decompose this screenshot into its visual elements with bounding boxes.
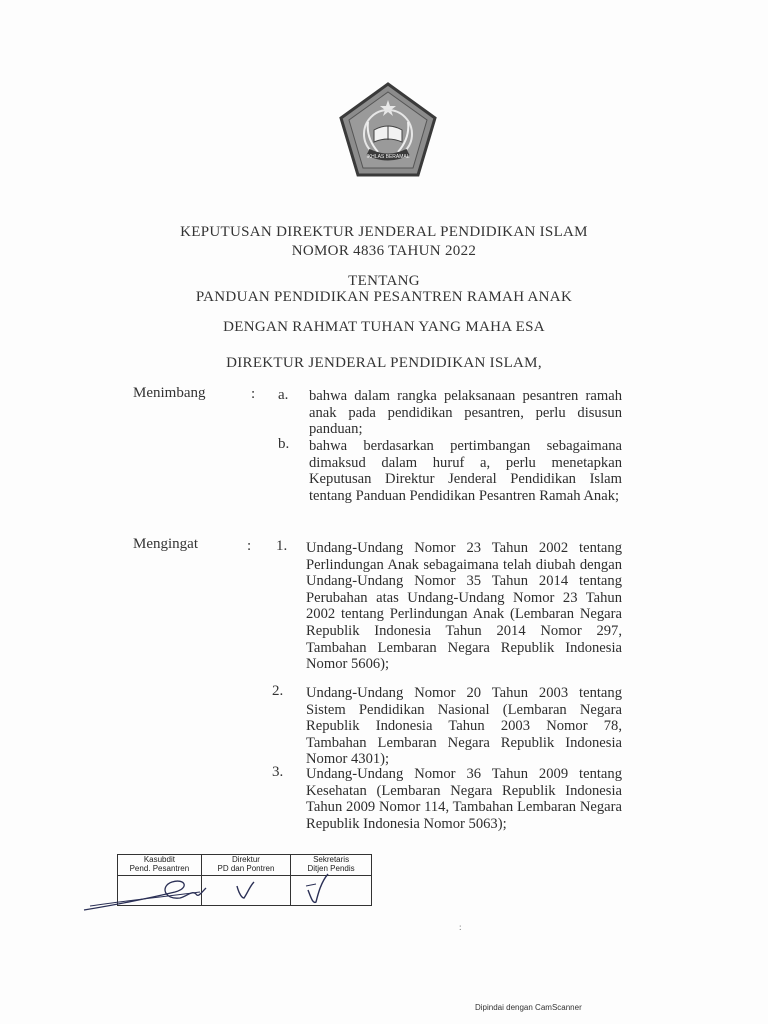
signature-sekretaris <box>308 874 328 902</box>
official-title: DIREKTUR JENDERAL PENDIDIKAN ISLAM, <box>226 355 542 371</box>
menimbang-colon: : <box>251 386 256 402</box>
camscanner-footer: Dipindai dengan CamScanner <box>475 1003 582 1012</box>
tentang-heading: TENTANG <box>348 273 420 289</box>
menimbang-item-a-text: bahwa dalam rangka pelaksanaan pesantren ramah anak pada pendidikan pesantren, perlu disusun panduan; <box>309 388 622 438</box>
kemenag-emblem-icon <box>338 82 438 178</box>
scan-speck: : <box>459 922 462 932</box>
rahmat-line: DENGAN RAHMAT TUHAN YANG MAHA ESA <box>223 319 545 335</box>
decree-subject: PANDUAN PENDIDIKAN PESANTREN RAMAH ANAK <box>195 289 573 305</box>
mengingat-label: Mengingat <box>133 536 198 552</box>
signature-direktur <box>237 882 254 898</box>
signature-kasubdit <box>84 881 206 910</box>
paraf-header-kasubdit-line2: Pend. Pesantren <box>129 864 190 873</box>
mengingat-item-3-text: Undang-Undang Nomor 36 Tahun 2009 tentang Kesehatan (Lembaran Negara Republik Indonesia Tahun 2009 Nomor 114, Tambahan Lembaran Negara Republik Indonesia Nomor 5063); <box>306 766 622 832</box>
decree-title: KEPUTUSAN DIREKTUR JENDERAL PENDIDIKAN ISLAM <box>180 224 588 240</box>
paraf-header-kasubdit-line1: Kasubdit <box>143 855 175 864</box>
emblem-motto: IKHLAS BERAMAL <box>366 154 410 160</box>
paraf-header-sekretaris-line2: Ditjen Pendis <box>307 864 355 873</box>
signature-kasubdit-underline <box>90 892 200 906</box>
mengingat-item-2-text: Undang-Undang Nomor 20 Tahun 2003 tentang Sistem Pendidikan Nasional (Lembaran Negara Republik Indonesia Tahun 2003 Nomor 78, Tambahan Lembaran Negara Republik Indonesia Nomor 4301); <box>306 685 622 768</box>
mengingat-colon: : <box>247 538 252 554</box>
mengingat-item-1-marker: 1. <box>276 538 288 554</box>
paraf-header-sekretaris-line1: Sekretaris <box>313 855 350 864</box>
paraf-signatures <box>80 870 380 915</box>
paraf-header-direktur-line1: Direktur <box>231 855 260 864</box>
menimbang-item-b-text: bahwa berdasarkan pertimbangan sebagaimana dimaksud dalam huruf a, perlu menetapkan Keputusan Direktur Jenderal Pendidikan Islam tentang Panduan Pendidikan Pesantren Ramah Anak; <box>309 438 622 504</box>
menimbang-item-b-marker: b. <box>278 436 290 452</box>
mengingat-item-1-text: Undang-Undang Nomor 23 Tahun 2002 tentang Perlindungan Anak sebagaimana telah diubah dengan Undang-Undang Nomor 35 Tahun 2014 tentang Perubahan atas Undang-Undang Nomor 23 Tahun 2002 tentang Perlindungan Anak (Lembaran Negara Republik Indonesia Tahun 2014 Nomor 297, Tambahan Lembaran Negara Republik Indonesia Nomor 5606); <box>306 540 622 673</box>
mengingat-item-3-marker: 3. <box>272 764 284 780</box>
paraf-header-direktur-line2: PD dan Pontren <box>217 864 275 873</box>
menimbang-item-a-marker: a. <box>278 387 289 403</box>
decree-number: NOMOR 4836 TAHUN 2022 <box>291 243 477 259</box>
mengingat-item-2-marker: 2. <box>272 683 284 699</box>
signature-sekretaris-stroke <box>306 884 316 886</box>
menimbang-label: Menimbang <box>133 385 206 401</box>
